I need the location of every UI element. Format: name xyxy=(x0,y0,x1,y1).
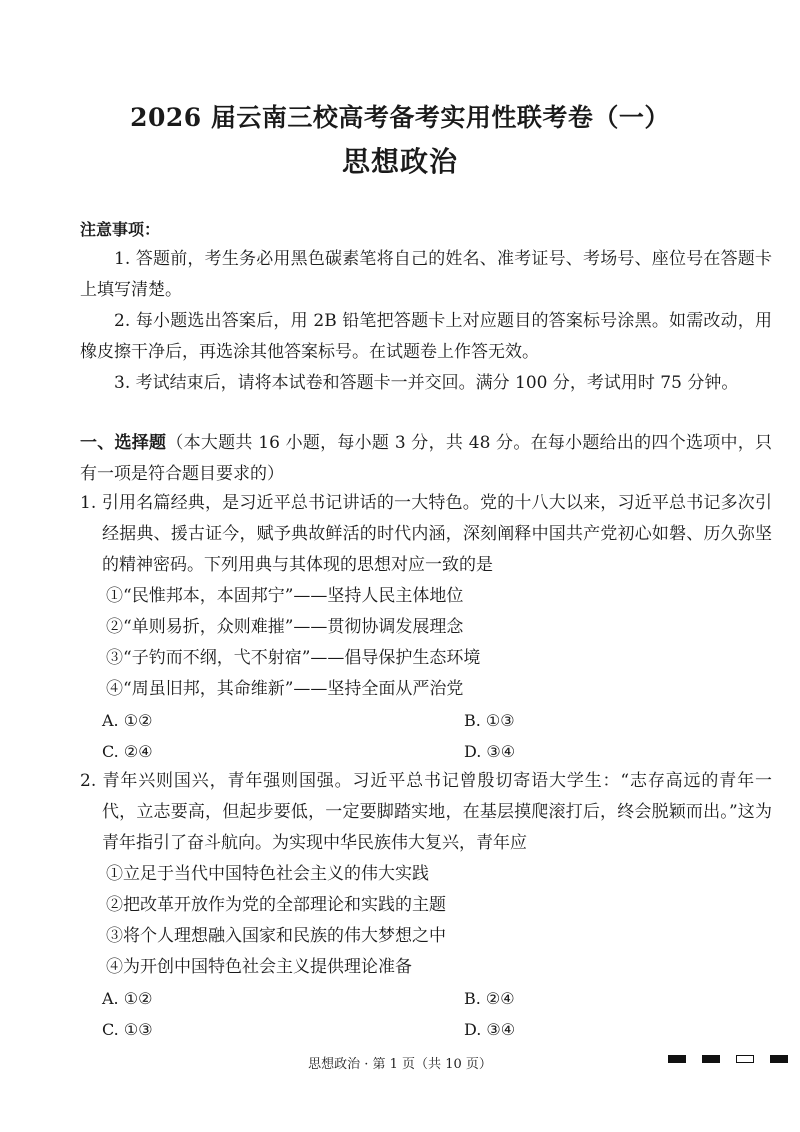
option-d: D. ③④ xyxy=(464,1020,516,1039)
solid-mark-icon xyxy=(702,1055,720,1063)
notice-item: 1. 答题前，考生务必用黑色碳素笔将自己的姓名、准考证号、考场号、座位号在答题卡上填写清楚。 xyxy=(80,249,772,300)
option-b: B. ②④ xyxy=(464,989,515,1008)
statement-item: ④“周虽旧邦，其命维新”——坚持全面从严治党 xyxy=(106,679,464,699)
answer-options xyxy=(80,705,772,767)
option-a: A. ①② xyxy=(102,989,153,1008)
notice-heading: 注意事项： xyxy=(80,220,161,239)
question-2 xyxy=(80,766,772,1045)
solid-mark-icon xyxy=(668,1055,686,1063)
question-stem: 2. 青年兴则国兴，青年强则国强。习近平总书记曾殷切寄语大学生：“志存高远的青年一代，立志要高，但起步要低，一定要脚踏实地，在基层摸爬滚打后，终会脱颖而出。”这为青年指引了奋斗航向。为实现中华民族伟大复兴，青年应 xyxy=(80,771,772,853)
solid-mark-icon xyxy=(770,1055,788,1063)
notice-item: 3. 考试结束后，请将本试卷和答题卡一并交回。满分 100 分，考试用时 75 分钟。 xyxy=(114,373,739,393)
answer-options xyxy=(80,983,772,1045)
question-1 xyxy=(80,488,772,767)
statement-item: ③“子钓而不纲，弋不射宿”——倡导保护生态环境 xyxy=(106,648,481,668)
question-stem: 1. 引用名篇经典，是习近平总书记讲话的一大特色。党的十八大以来，习近平总书记多次引经据典、援古证今，赋予典故鲜活的时代内涵，深刻阐释中国共产党初心如磐、历久弥坚的精神密码。下列用典与其体现的思想对应一致的是 xyxy=(80,493,772,575)
notice-list xyxy=(80,244,772,399)
option-d: D. ③④ xyxy=(464,742,516,761)
exam-title: 2026 届云南三校高考备考实用性联考卷（一） xyxy=(130,103,670,132)
statement-item: ③将个人理想融入国家和民族的伟大梦想之中 xyxy=(106,926,446,946)
subject-title: 思想政治 xyxy=(341,145,458,178)
section-label: 一、选择题 xyxy=(80,433,167,453)
notice-item: 2. 每小题选出答案后，用 2B 铅笔把答题卡上对应题目的答案标号涂黑。如需改动，用橡皮擦干净后，再选涂其他答案标号。在试题卷上作答无效。 xyxy=(80,311,772,362)
statement-item: ②“单则易折，众则难摧”——贯彻协调发展理念 xyxy=(106,617,464,637)
option-a: A. ①② xyxy=(102,711,153,730)
section-heading xyxy=(80,428,772,490)
option-b: B. ①③ xyxy=(464,711,515,730)
statement-item: ②把改革开放作为党的全部理论和实践的主题 xyxy=(106,895,446,915)
statement-item: ①立足于当代中国特色社会主义的伟大实践 xyxy=(106,864,429,884)
statement-item: ④为开创中国特色社会主义提供理论准备 xyxy=(106,957,412,977)
option-c: C. ①③ xyxy=(102,1020,153,1039)
page-footer: 思想政治 · 第 1 页（共 10 页） xyxy=(308,1057,492,1072)
statement-item: ①“民惟邦本，本固邦宁”——坚持人民主体地位 xyxy=(106,586,464,606)
section-description: （本大题共 16 小题，每小题 3 分，共 48 分。在每小题给出的四个选项中，只有一项是符合题目要求的） xyxy=(80,433,772,484)
hollow-mark-icon xyxy=(736,1055,754,1063)
option-c: C. ②④ xyxy=(102,742,153,761)
